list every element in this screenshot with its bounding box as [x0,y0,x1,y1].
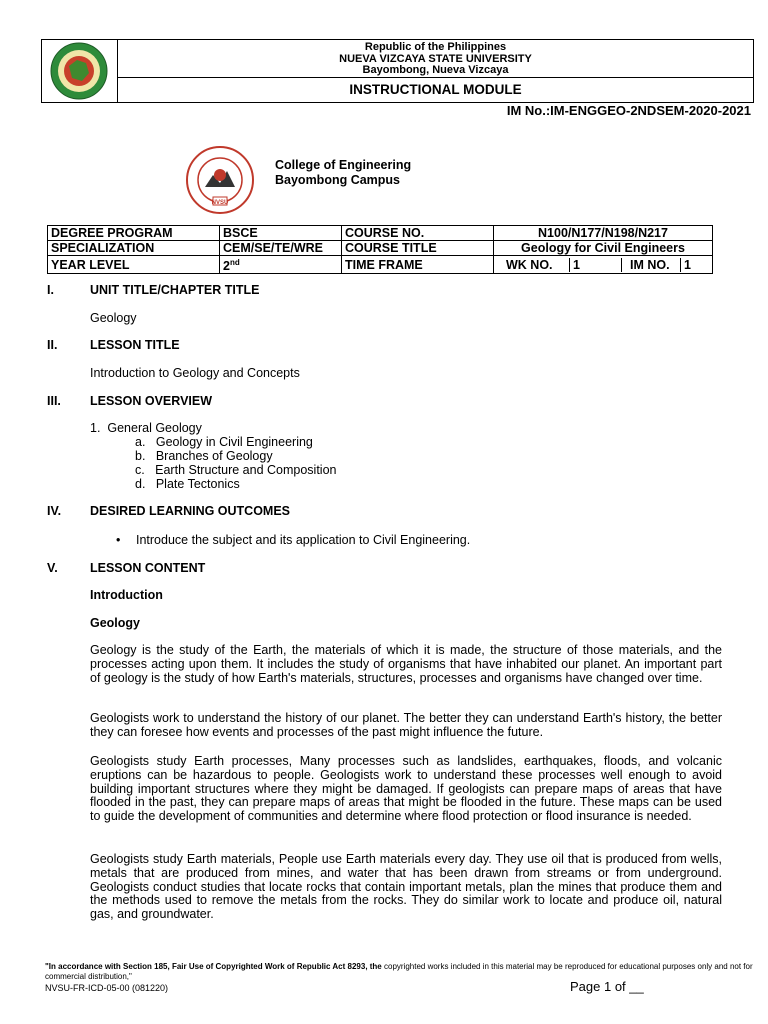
republic-line: Republic of the Philippines [364,41,507,53]
course-no-label: COURSE NO. [342,226,494,241]
overview-item-c: c. Earth Structure and Composition [135,463,337,477]
wk-label: WK NO. [494,258,570,272]
copyright-note-bold: "In accordance with Section 185, Fair Use of Copyrighted Work of Republic Act 8293, the [45,962,382,971]
time-frame-values [494,256,713,274]
college-seal-label: NVSU [211,200,229,206]
copyright-note-rest: copyrighted works included in this material may be reproduced for educational purposes only and not for commercial distribution," [45,962,753,981]
college-heading [275,158,411,188]
overview-item-d: d. Plate Tectonics [135,477,240,491]
learning-outcome: Introduce the subject and its application to Civil Engineering. [136,533,471,547]
university-seal-icon [42,40,117,102]
degree-value: BSCE [220,226,342,241]
paragraph-4: Geologists study Earth materials, People use Earth materials every day. They use oil that is produced from wells, metals that are produced from mines, and water that has been drawn from streams or from underground. Geologists conduct studies that locate rocks that contain important metals, plan the mines that produce them and the methods used to remove the metals from the rocks. They do similar work to locate and produce oil, natural gas, and groundwater. [90,852,722,922]
wk-value: 1 [570,258,622,272]
university-seal-cell [42,40,118,102]
section-number: V. [47,561,58,575]
overview-item-a: a. Geology in Civil Engineering [135,435,313,449]
im-label: IM NO. [622,258,681,272]
form-code: NVSU-FR-ICD-05-00 (081220) [45,983,169,993]
year-level-label: YEAR LEVEL [48,256,220,274]
paragraph-2: Geologists work to understand the history of our planet. The better they can understand Earth's history, the better they can foresee how events and processes of the past might influence the future. [90,711,722,739]
table-row [48,241,713,256]
im-value: 1 [684,257,691,272]
section-2-body: Introduction to Geology and Concepts [90,366,300,380]
paragraph-3: Geologists study Earth processes, Many processes such as landslides, earthquakes, floods, and volcanic eruptions can be hazardous to people. Geologists work to understand these processes well enough to avoid building important structures where they might be damaged. If geologists can prepare maps of areas that have flooded in the past, they can prepare maps of areas that might be flooded in the future. These maps can be used to guide the development of communities and determine where flood protection or flood insurance is needed. [90,754,722,824]
im-number: IM No.:IM-ENGGEO-2NDSEM-2020-2021 [506,103,751,118]
bullet-icon: • [116,533,121,547]
section-number: I. [47,283,54,297]
time-frame-label: TIME FRAME [342,256,494,274]
university-name: NUEVA VIZCAYA STATE UNIVERSITY [339,52,532,65]
overview-item-b: b. Branches of Geology [135,449,273,463]
section-number: II. [47,338,58,352]
section-number: III. [47,394,61,408]
page-number: Page 1 of __ [570,979,644,994]
specialization-value: CEM/SE/TE/WRE [220,241,342,256]
degree-label: DEGREE PROGRAM [48,226,220,241]
paragraph-1: Geology is the study of the Earth, the materials of which it is made, the structure of those materials, and the processes acting upon them. It includes the study of organisms that have inhabited our planet. An important part of geology is the study of how Earth's materials, structures, processes and organisms have changed over time. [90,643,722,685]
course-title-value: Geology for Civil Engineers [494,241,713,256]
section-4-heading [47,504,290,518]
overview-item-1: 1. General Geology [90,421,202,435]
university-address: Bayombong, Nueva Vizcaya [362,64,509,76]
document-header [41,39,754,103]
college-seal-icon [185,145,255,215]
year-suffix: nd [229,258,240,267]
year-level-value [220,256,342,274]
course-info-table [47,225,713,274]
section-number: IV. [47,504,62,518]
section-3-heading [47,394,212,408]
section-title: LESSON CONTENT [90,561,206,575]
section-1-heading [47,283,259,297]
course-no-value: N100/N177/N198/N217 [494,226,713,241]
subheading-geology: Geology [90,616,141,630]
section-1-body: Geology [90,311,137,325]
table-row [48,226,713,241]
section-title: UNIT TITLE/CHAPTER TITLE [90,283,260,297]
specialization-label: SPECIALIZATION [48,241,220,256]
subheading-introduction: Introduction [90,588,163,602]
year-number: 2 [223,259,230,274]
course-title-label: COURSE TITLE [342,241,494,256]
college-name: College of Engineering [275,158,412,172]
module-title: INSTRUCTIONAL MODULE [349,82,522,97]
section-title: DESIRED LEARNING OUTCOMES [90,504,291,518]
college-campus: Bayombong Campus [275,173,401,187]
table-row [48,256,713,274]
copyright-note [45,962,755,981]
university-heading [118,40,753,78]
section-title: LESSON OVERVIEW [90,394,213,408]
section-2-heading [47,338,180,352]
section-5-heading [47,561,205,575]
section-title: LESSON TITLE [90,338,180,352]
